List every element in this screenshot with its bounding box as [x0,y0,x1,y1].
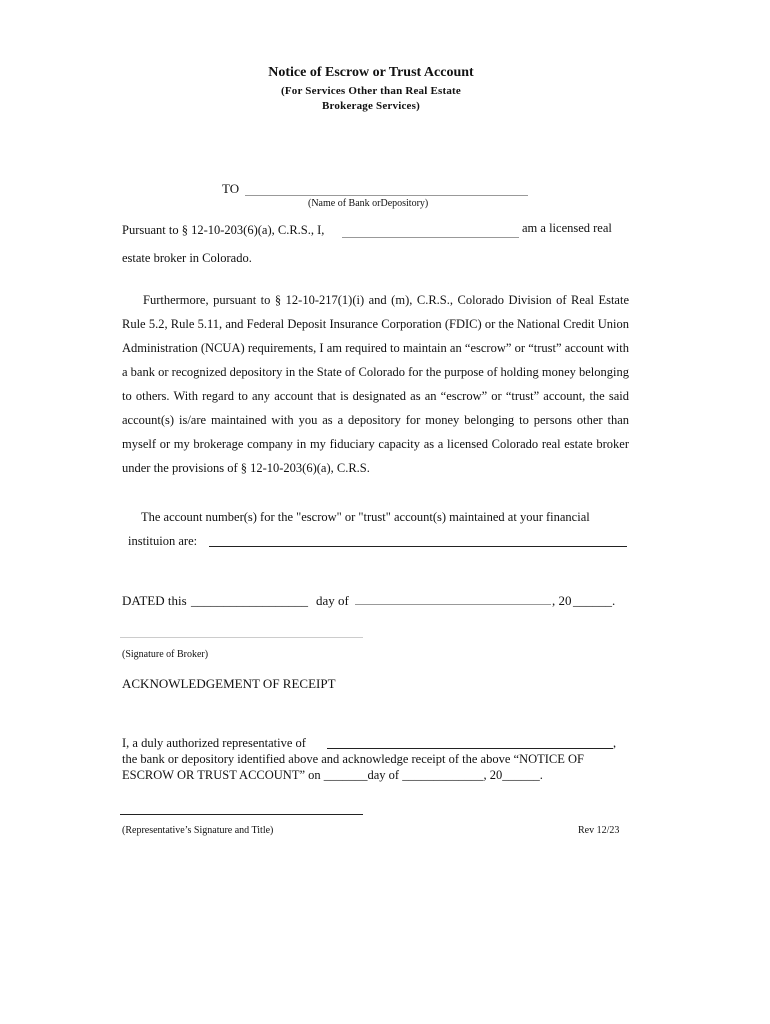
bank-name-field[interactable] [245,195,528,196]
to-label: TO [222,181,240,196]
document-subtitle-line1: (For Services Other than Real Estate [280,85,461,97]
pursuant-prefix: Pursuant to § 12-10-203(6)(a), C.R.S., I, [122,223,325,237]
ack-line2: the bank or depository identified above and acknowledge receipt of the above “NOTICE OF [122,752,584,766]
dated-month-field[interactable] [355,604,551,605]
document-subtitle-line2: Brokerage Services) [322,100,420,112]
pursuant-line2: estate broker in Colorado. [122,251,252,265]
pursuant-suffix: am a licensed real [522,221,612,235]
body-paragraph [122,288,629,480]
dated-prefix: DATED this [122,593,187,608]
dated-year-field[interactable]: ______. [573,593,616,608]
ack-line1-suffix: , [613,736,617,750]
ack-line1-prefix: I, a duly authorized representative of [122,736,306,750]
furthermore-text: Furthermore, pursuant to § 12-10-217(1)(i) and (m), C.R.S., Colorado Division of Real Estate Rule 5.2, Rule 5.11, and Federal Deposit Insurance Corporation (FDIC) or the National Credit Union Administration (NCUA) requirements, I am required to maintain an “escrow” or “trust” account with a bank or recognized depository in the State of Colorado for the purpose of holding money belonging to others. With regard to any account that is designated as an “escrow” or “trust” account, the said account(s) is/are maintained with you as a depository for money belonging to persons other than myself or my brokerage company in my fiduciary capacity as a licensed Colorado real estate broker under the provisions of § 12-10-203(6)(a), C.R.S. [122,293,629,475]
account-numbers-field[interactable] [209,546,627,547]
dated-day-field[interactable]: __________________ [191,593,308,608]
broker-signature-field[interactable] [120,637,363,638]
ack-line3: ESCROW OR TRUST ACCOUNT” on _______day of _____________, 20______. [122,768,543,782]
revision-label: Rev 12/23 [578,825,620,836]
representative-signature-caption: (Representative’s Signature and Title) [122,825,274,836]
representative-institution-field[interactable] [327,748,613,749]
account-numbers-line1: The account number(s) for the "escrow" or "trust" account(s) maintained at your financial [141,510,590,524]
bank-name-caption: (Name of Bank orDepository) [308,198,429,209]
representative-signature-field[interactable] [120,814,363,815]
account-numbers-line2: instituion are: [128,534,198,548]
dated-day-of: day of [316,593,349,608]
dated-year-prefix: , 20 [552,593,572,608]
document-title: Notice of Escrow or Trust Account [268,65,474,80]
acknowledgement-heading: ACKNOWLEDGEMENT OF RECEIPT [122,676,336,691]
broker-signature-caption: (Signature of Broker) [122,649,209,660]
broker-name-field[interactable] [342,237,519,238]
